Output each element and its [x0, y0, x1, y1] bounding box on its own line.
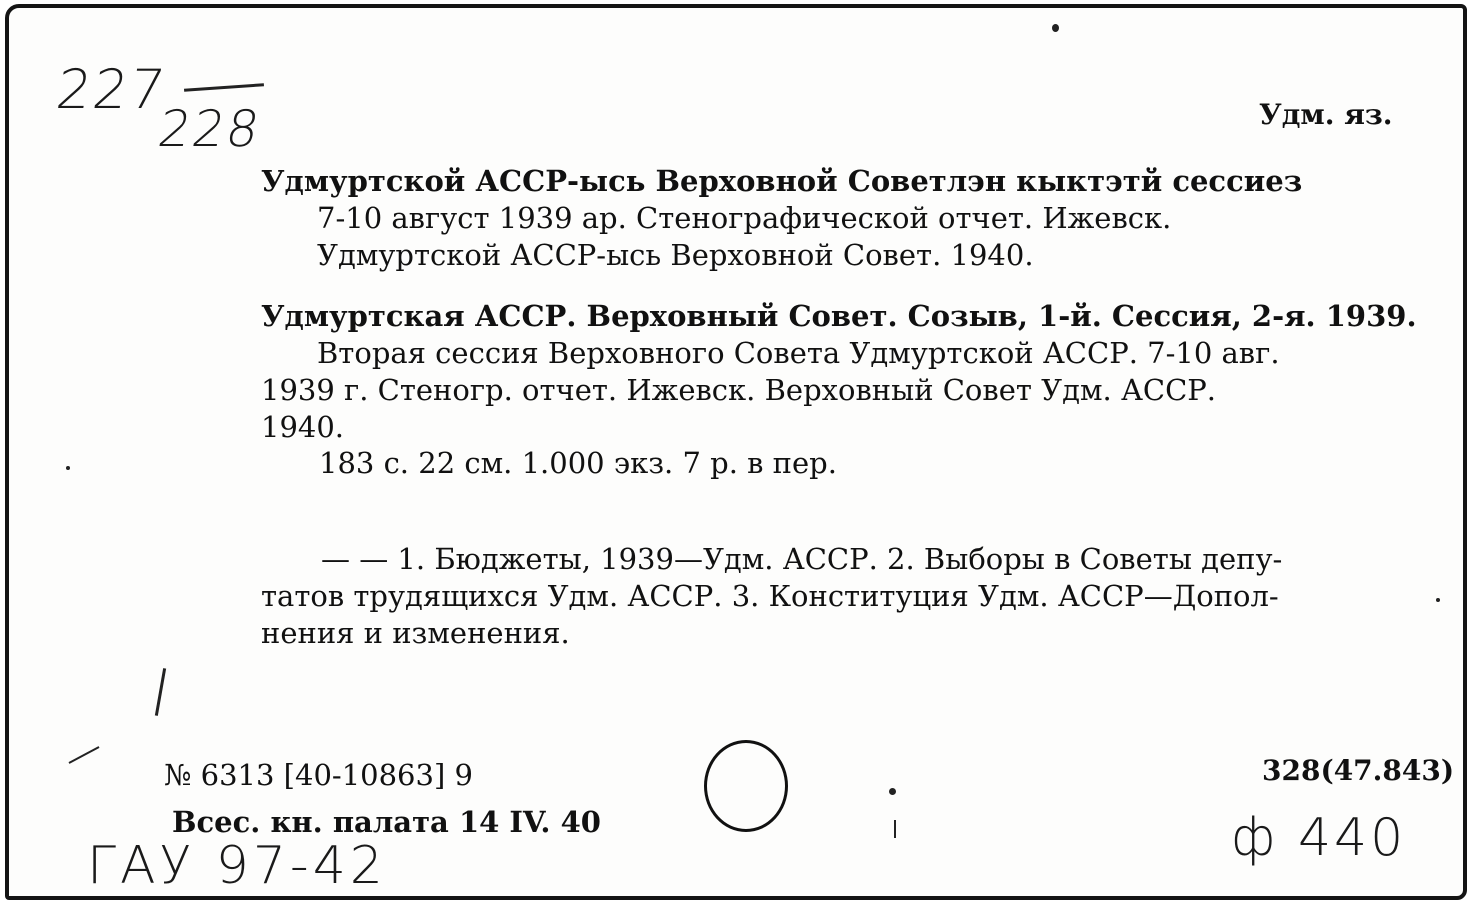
entry-udmurt	[261, 163, 1433, 274]
subject-line: татов трудящихся Удм. АССР. 3. Конституция Удм. АССР—Допол-	[261, 579, 1279, 613]
stray-stroke	[894, 820, 896, 838]
speck-mark	[66, 466, 70, 470]
subject-line: нения и изменения.	[261, 616, 570, 650]
entry-line: Удмуртской АССР-ысь Верховной Совет. 1940.	[317, 238, 1034, 272]
handwritten-number-top-a: 227	[52, 58, 171, 121]
speck-mark	[1052, 24, 1059, 32]
entry-russian	[261, 298, 1433, 446]
entry-heading: Удмуртская АССР. Верховный Совет. Созыв, 1-й. Сессия, 2-я. 1939.	[261, 299, 1417, 333]
handwritten-fond-number: ф 440	[1231, 808, 1407, 868]
subject-headings	[261, 541, 1433, 652]
entry-line: Вторая сессия Верховного Совета Удмуртской АССР. 7-10 авг.	[317, 336, 1280, 370]
handwritten-shelfmark: ГАУ 97-42	[87, 836, 387, 896]
udc-classification: 328(47.843)	[1262, 754, 1455, 787]
speck-mark	[1436, 598, 1440, 602]
book-chamber-stamp: Всес. кн. палата 14 IV. 40	[172, 805, 601, 839]
record-number: № 6313 [40-10863] 9	[164, 758, 473, 792]
handwritten-number-top-b: 228	[153, 100, 266, 158]
handwritten-overline	[184, 83, 264, 92]
speck-mark	[889, 788, 896, 795]
entry-heading: Удмуртской АССР-ысь Верховной Советлэн кыктэтй сессиез	[261, 164, 1303, 198]
entry-line: 7-10 август 1939 ар. Стенографической отчет. Ижевск.	[317, 201, 1172, 235]
entry-line: 1939 г. Стеногр. отчет. Ижевск. Верховный Совет Удм. АССР.	[261, 373, 1217, 407]
collation-line: 183 с. 22 см. 1.000 экз. 7 р. в пер.	[319, 446, 837, 480]
stray-stroke	[69, 746, 100, 764]
card-punch-hole	[704, 740, 788, 832]
stray-stroke	[155, 668, 166, 716]
subject-line: — — 1. Бюджеты, 1939—Удм. АССР. 2. Выборы в Советы депу-	[321, 542, 1283, 576]
catalog-card	[5, 4, 1467, 900]
entry-line: 1940.	[261, 410, 345, 444]
language-mark: Удм. яз.	[1259, 98, 1393, 131]
